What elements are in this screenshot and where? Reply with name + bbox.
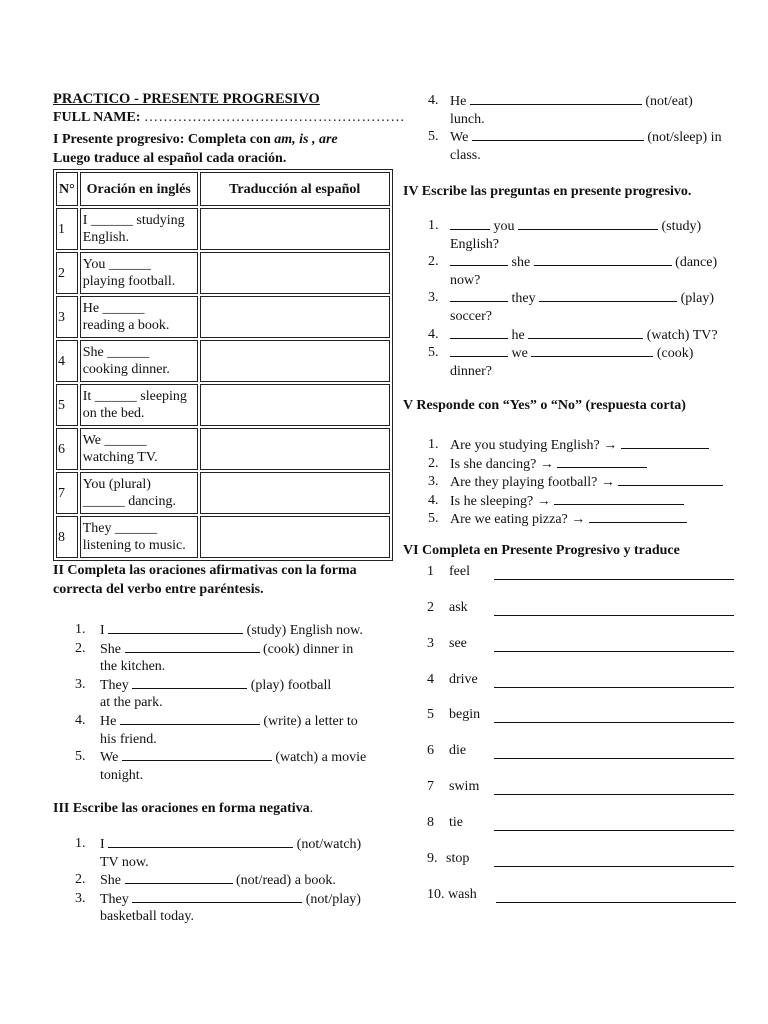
answer-blank[interactable]	[534, 253, 672, 266]
answer-blank[interactable]	[621, 436, 709, 449]
answer-blank[interactable]	[450, 326, 508, 339]
col-spanish-header: Traducción al español	[200, 172, 390, 206]
item-verb-hint: (watch) a movie	[275, 750, 367, 766]
table-row	[56, 296, 390, 338]
section-2-heading-line2: correcta del verbo entre paréntesis.	[53, 582, 264, 597]
section-1-heading	[53, 130, 338, 168]
translation-cell[interactable]	[200, 472, 390, 514]
section-1-heading-line2: Luego traduce al español cada oración.	[53, 151, 287, 166]
english-sentence-line1: You (plural)	[82, 477, 151, 492]
section-6-heading: VI Completa en Presente Progresivo y traduce	[403, 543, 680, 558]
list-item	[75, 748, 385, 784]
list-item	[428, 289, 746, 325]
item-verb-hint: (study)	[661, 219, 702, 234]
verb-word: drive	[449, 672, 478, 687]
answer-blank[interactable]	[589, 510, 687, 523]
item-verb-hint: (not/sleep) in	[647, 130, 722, 146]
list-item	[428, 92, 738, 128]
list-item	[428, 253, 746, 289]
english-sentence-line2: playing football.	[82, 274, 176, 289]
verb-word: die	[449, 743, 467, 758]
verb-word: swim	[449, 779, 480, 794]
section-3-list	[75, 835, 387, 926]
item-subject: I	[100, 623, 105, 638]
list-item	[75, 640, 385, 676]
list-item	[75, 621, 385, 640]
section-3-heading	[53, 799, 313, 818]
item-number: 4.	[428, 492, 439, 508]
english-sentence-line1: They ______	[82, 521, 157, 536]
item-number: 2.	[75, 640, 86, 656]
section-2-heading-line1: II Completa las oraciones afirmativas con la forma	[53, 563, 357, 578]
table-row	[56, 472, 390, 514]
item-continuation: class.	[450, 147, 481, 163]
item-subject: you	[493, 219, 515, 234]
answer-blank[interactable]	[518, 217, 658, 230]
english-sentence	[80, 208, 198, 250]
english-sentence	[80, 516, 198, 558]
full-name-line[interactable]	[53, 110, 405, 126]
translation-cell[interactable]	[200, 516, 390, 558]
answer-blank[interactable]	[528, 326, 643, 339]
translation-cell[interactable]	[200, 384, 390, 426]
verb-number: 7	[427, 779, 434, 794]
item-verb-hint: (not/watch)	[296, 837, 362, 852]
item-number: 5.	[75, 749, 86, 765]
verb-number: 10.	[427, 887, 445, 902]
table-row	[56, 384, 390, 426]
translation-cell[interactable]	[200, 208, 390, 250]
section-1-heading-text: I Presente progresivo: Completa con	[53, 132, 275, 147]
answer-line[interactable]	[494, 614, 734, 616]
item-subject: They	[100, 891, 129, 907]
english-sentence-line1: He ______	[82, 301, 145, 316]
section-4-heading: IV Escribe las preguntas en presente progresivo.	[403, 184, 692, 199]
answer-blank[interactable]	[125, 871, 233, 884]
answer-blank[interactable]	[531, 344, 653, 357]
answer-blank[interactable]	[450, 289, 508, 302]
english-sentence-line1: It ______ sleeping	[82, 389, 187, 404]
item-number: 2.	[75, 872, 86, 888]
item-continuation: at the park.	[100, 695, 163, 711]
item-continuation: TV now.	[100, 854, 149, 870]
row-number: 2	[56, 252, 78, 294]
answer-blank[interactable]	[539, 289, 677, 302]
item-subject: We	[100, 750, 119, 766]
verb-number: 4	[427, 672, 434, 687]
answer-line[interactable]	[494, 721, 734, 723]
item-subject: He	[100, 713, 117, 729]
question-text: Are we eating pizza? →	[450, 512, 586, 528]
item-continuation: now?	[450, 272, 481, 288]
table-row	[56, 516, 390, 558]
row-number: 6	[56, 428, 78, 470]
item-subject: she	[511, 255, 531, 271]
item-subject: we	[511, 346, 528, 362]
question-text: Are you studying English? →	[450, 438, 618, 453]
item-number: 1.	[428, 437, 439, 452]
list-item	[428, 473, 746, 492]
section-3-heading-period: .	[309, 801, 314, 816]
verb-number: 5	[427, 707, 434, 722]
answer-blank[interactable]	[108, 835, 293, 848]
list-item	[75, 835, 387, 871]
list-item	[428, 326, 746, 345]
english-sentence	[80, 252, 198, 294]
answer-blank[interactable]	[120, 712, 260, 725]
answer-line[interactable]	[494, 757, 734, 759]
list-item	[428, 128, 738, 164]
row-number: 7	[56, 472, 78, 514]
item-subject: He	[450, 94, 467, 109]
verb-word: ask	[449, 600, 468, 615]
answer-blank[interactable]	[450, 344, 508, 357]
english-sentence-line2: ______ dancing.	[82, 494, 177, 509]
item-subject: they	[511, 291, 536, 307]
list-item	[75, 712, 385, 748]
translation-table	[53, 169, 393, 561]
section-3-list-continued	[428, 92, 738, 164]
translation-cell[interactable]	[200, 340, 390, 382]
english-sentence-line2: reading a book.	[82, 318, 170, 333]
item-verb-hint: (not/eat)	[645, 94, 693, 109]
translation-cell[interactable]	[200, 428, 390, 470]
english-sentence	[80, 296, 198, 338]
english-sentence-line2: on the bed.	[82, 406, 145, 421]
verb-number: 6	[427, 743, 434, 758]
verb-number: 8	[427, 815, 434, 830]
english-sentence	[80, 472, 198, 514]
question-text: Are they playing football? →	[450, 475, 615, 491]
item-subject: he	[511, 327, 525, 343]
item-number: 1.	[428, 218, 439, 233]
item-verb-hint: (study) English now.	[246, 623, 363, 638]
section-3-heading-text: III Escribe las oraciones en forma negativa	[53, 801, 310, 816]
row-number: 1	[56, 208, 78, 250]
question-text: Is she dancing? →	[450, 456, 554, 472]
worksheet-title: PRACTICO - PRESENTE PROGRESIVO	[53, 91, 320, 107]
answer-blank[interactable]	[132, 890, 302, 903]
item-continuation: soccer?	[450, 308, 492, 324]
item-subject: They	[100, 677, 129, 693]
verb-word: begin	[449, 707, 481, 722]
english-sentence-line2: English.	[82, 230, 129, 245]
list-item	[428, 217, 746, 253]
verb-number: 9.	[427, 851, 438, 866]
row-number: 8	[56, 516, 78, 558]
item-number: 4.	[428, 326, 439, 342]
item-number: 3.	[428, 290, 439, 306]
english-sentence-line2: listening to music.	[82, 538, 186, 553]
table-row	[56, 252, 390, 294]
list-item	[428, 492, 746, 511]
verb-word: tie	[449, 815, 463, 830]
item-verb-hint: (write) a letter to	[263, 713, 358, 729]
verb-word: feel	[449, 564, 470, 579]
question-text: Is he sleeping? →	[450, 493, 551, 509]
item-verb-hint: (not/play)	[305, 891, 361, 907]
item-number: 1.	[75, 622, 86, 637]
answer-line[interactable]	[494, 650, 734, 652]
verb-number: 1	[427, 564, 434, 579]
table-row	[56, 340, 390, 382]
english-sentence	[80, 428, 198, 470]
item-number: 3.	[75, 676, 86, 692]
item-verb-hint: (play) football	[250, 677, 332, 693]
item-number: 4.	[428, 93, 439, 108]
list-item	[75, 676, 385, 712]
full-name-label: FULL NAME:	[53, 110, 141, 125]
col-number-header: N°	[56, 172, 78, 206]
section-5-heading: V Responde con “Yes” o “No” (respuesta corta)	[403, 398, 686, 413]
answer-line[interactable]	[494, 829, 734, 831]
section-4-list	[428, 217, 746, 380]
item-number: 4.	[75, 712, 86, 728]
english-sentence	[80, 384, 198, 426]
row-number: 3	[56, 296, 78, 338]
section-2-list	[75, 621, 385, 784]
item-number: 5.	[428, 345, 439, 361]
list-item	[75, 890, 387, 926]
answer-blank[interactable]	[618, 473, 723, 486]
item-continuation: dinner?	[450, 363, 492, 379]
item-number: 3.	[75, 890, 86, 906]
item-subject: She	[100, 641, 121, 657]
item-verb-hint: (play)	[680, 291, 715, 307]
answer-blank[interactable]	[470, 92, 642, 105]
english-sentence-line2: watching TV.	[82, 450, 158, 465]
answer-blank[interactable]	[132, 676, 247, 689]
item-continuation: basketball today.	[100, 909, 194, 925]
section-5-list	[428, 436, 746, 529]
item-subject: I	[100, 837, 105, 852]
translation-cell[interactable]	[200, 252, 390, 294]
item-continuation: tonight.	[100, 767, 144, 783]
answer-blank[interactable]	[450, 217, 490, 230]
answer-blank[interactable]	[554, 492, 684, 505]
answer-blank[interactable]	[472, 128, 644, 141]
full-name-dots: ………………………………………………	[144, 110, 405, 125]
table-row	[56, 428, 390, 470]
row-number: 5	[56, 384, 78, 426]
verb-word: wash	[448, 887, 477, 902]
table-row	[56, 208, 390, 250]
answer-line[interactable]	[494, 793, 734, 795]
section-2-heading	[53, 561, 357, 599]
answer-line[interactable]	[496, 901, 736, 903]
list-item	[75, 871, 387, 890]
english-sentence-line1: You ______	[82, 257, 151, 272]
item-continuation: lunch.	[450, 111, 485, 127]
item-number: 5.	[428, 511, 439, 527]
item-verb-hint: (watch) TV?	[646, 327, 718, 343]
list-item	[428, 455, 746, 474]
english-sentence-line1: We ______	[82, 433, 147, 448]
answer-blank[interactable]	[557, 455, 647, 468]
answer-line[interactable]	[494, 578, 734, 580]
section-1-heading-options: am, is , are	[274, 132, 338, 147]
item-number: 2.	[428, 455, 439, 471]
item-verb-hint: (cook)	[656, 346, 694, 362]
answer-blank[interactable]	[450, 253, 508, 266]
translation-cell[interactable]	[200, 296, 390, 338]
item-verb-hint: (cook) dinner in	[263, 641, 354, 657]
verb-number: 2	[427, 600, 434, 615]
item-number: 3.	[428, 474, 439, 490]
english-sentence-line2: cooking dinner.	[82, 362, 170, 377]
answer-blank[interactable]	[108, 621, 243, 634]
item-number: 2.	[428, 254, 439, 270]
item-continuation: the kitchen.	[100, 659, 166, 675]
list-item	[428, 510, 746, 529]
item-subject: She	[100, 873, 121, 889]
item-verb-hint: (not/read) a book.	[236, 873, 336, 889]
verb-word: stop	[446, 851, 470, 866]
answer-line[interactable]	[494, 686, 734, 688]
item-number: 5.	[428, 129, 439, 145]
item-verb-hint: (dance)	[675, 255, 718, 271]
table-header-row	[56, 172, 390, 206]
list-item	[428, 436, 746, 455]
answer-blank[interactable]	[122, 748, 272, 761]
list-item	[428, 344, 746, 380]
english-sentence	[80, 340, 198, 382]
item-number: 1.	[75, 836, 86, 851]
english-sentence-line1: I ______ studying	[82, 213, 185, 228]
answer-line[interactable]	[494, 865, 734, 867]
item-continuation: English?	[450, 236, 499, 252]
item-subject: We	[450, 130, 469, 146]
verb-word: see	[449, 636, 467, 651]
item-continuation: his friend.	[100, 731, 157, 747]
row-number: 4	[56, 340, 78, 382]
english-sentence-line1: She ______	[82, 345, 150, 360]
verb-number: 3	[427, 636, 434, 651]
answer-blank[interactable]	[125, 640, 260, 653]
col-english-header: Oración en inglés	[80, 172, 198, 206]
